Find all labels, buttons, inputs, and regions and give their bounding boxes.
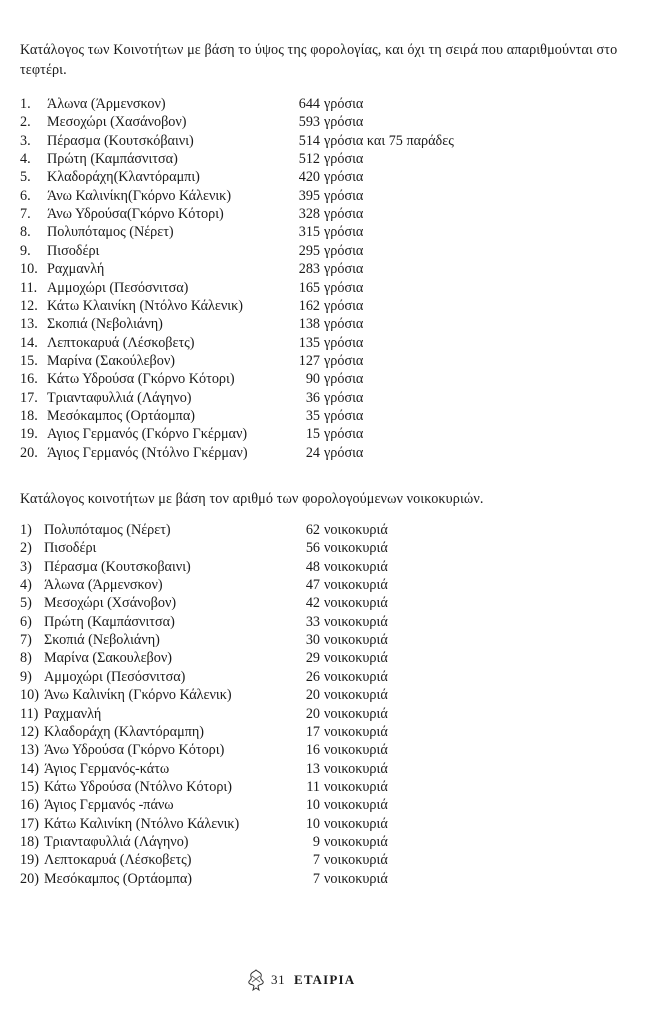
- row-number: 11.: [20, 279, 38, 296]
- row-value: [292, 297, 363, 316]
- row-number: 17.: [20, 389, 38, 406]
- row-value: [292, 389, 363, 408]
- value-unit: γρόσια: [324, 242, 364, 259]
- community-name: Τριανταφυλλιά (Λάγηνο): [44, 833, 189, 850]
- value-number: 42: [305, 595, 320, 612]
- row-value: [292, 187, 363, 206]
- row-number: 13.: [20, 316, 38, 333]
- community-name: Μεσόκαμπος (Ορτάομπα): [47, 407, 196, 424]
- value-number: 30: [305, 632, 320, 649]
- value-unit: νοικοκυριά: [324, 540, 388, 557]
- value-number: 7: [312, 852, 320, 869]
- community-name: Πολυπόταμος (Νέρετ): [44, 522, 171, 538]
- value-unit: νοικοκυριά: [324, 668, 388, 685]
- value-number: 295: [298, 242, 320, 259]
- value-unit: γρόσια: [324, 114, 364, 131]
- value-unit: νοικοκυριά: [324, 723, 388, 740]
- value-number: 162: [298, 297, 320, 314]
- value-number: 16: [305, 742, 320, 759]
- value-unit: γρόσια: [324, 96, 364, 112]
- community-name: Άνω Καλινίκη (Γκόρνο Κάλενικ): [44, 687, 232, 704]
- row-number: 20): [20, 870, 39, 887]
- value-number: 11: [306, 778, 320, 795]
- page-footer: [0, 966, 662, 996]
- row-number: 15.: [20, 352, 38, 369]
- row-number: 4.: [20, 151, 31, 168]
- value-number: 47: [305, 577, 320, 594]
- row-value: [292, 705, 388, 724]
- value-number: 24: [305, 444, 320, 461]
- row-number: 8): [20, 650, 32, 667]
- row-value: [292, 370, 363, 389]
- value-unit: γρόσια: [324, 297, 364, 314]
- community-name: Μαρίνα (Σακουλεβον): [44, 650, 172, 667]
- value-number: 514: [298, 132, 320, 149]
- row-value: [292, 279, 363, 298]
- community-name: Λεπτοκαρυά (Λέσκοβετς): [47, 334, 195, 351]
- value-number: 90: [305, 371, 320, 388]
- row-number: 16.: [20, 371, 38, 388]
- value-unit: γρόσια: [324, 389, 364, 406]
- row-number: 19.: [20, 426, 38, 443]
- community-name: Αμμοχώρι (Πεσόσνιτσα): [47, 279, 189, 296]
- row-number: 2.: [20, 114, 31, 131]
- row-value: [292, 723, 388, 742]
- value-number: 17: [305, 723, 320, 740]
- value-unit: νοικοκυριά: [324, 705, 388, 722]
- row-number: 10): [20, 687, 39, 704]
- row-value: [292, 686, 388, 705]
- value-unit: νοικοκυριά: [324, 577, 388, 594]
- value-number: 644: [298, 96, 320, 112]
- value-unit: γρόσια: [324, 279, 364, 296]
- community-name: Άλωνα (Άρμενσκον): [47, 96, 166, 112]
- value-unit: γρόσια: [324, 334, 364, 351]
- community-name: Άγιος Γερμανός -πάνω: [44, 797, 174, 814]
- value-unit: γρόσια: [324, 426, 364, 443]
- community-name: Σκοπιά (Νεβολιάνη): [44, 632, 160, 649]
- row-value: [292, 539, 388, 558]
- value-number: 395: [298, 187, 320, 204]
- value-number: 9: [312, 833, 320, 850]
- value-unit: γρόσια: [324, 316, 364, 333]
- row-value: [292, 631, 388, 650]
- value-number: 7: [312, 870, 320, 887]
- row-value: [292, 613, 388, 632]
- row-value: [292, 796, 388, 815]
- row-value: [292, 833, 388, 852]
- row-value: [292, 741, 388, 760]
- row-number: 19): [20, 852, 39, 869]
- value-unit: νοικοκυριά: [324, 797, 388, 814]
- row-number: 1.: [20, 96, 31, 112]
- row-value: [292, 870, 388, 889]
- row-number: 16): [20, 797, 39, 814]
- value-unit: γρόσια: [324, 206, 364, 223]
- row-number: 3.: [20, 132, 31, 149]
- row-value: [292, 242, 363, 261]
- row-number: 12.: [20, 297, 38, 314]
- community-name: Σκοπιά (Νεβολιάνη): [47, 316, 163, 333]
- value-number: 420: [298, 169, 320, 186]
- row-number: 5): [20, 595, 32, 612]
- value-number: 29: [305, 650, 320, 667]
- row-value: [292, 594, 388, 613]
- row-value: [292, 260, 363, 279]
- row-value: [292, 778, 388, 797]
- value-number: 127: [298, 352, 320, 369]
- row-value: [292, 113, 363, 132]
- value-unit: νοικοκυριά: [324, 760, 388, 777]
- value-number: 36: [305, 389, 320, 406]
- row-number: 14): [20, 760, 39, 777]
- community-name: Μαρίνα (Σακούλεβον): [47, 352, 175, 369]
- community-name: Άνω Υδρούσα (Γκόρνο Κότορι): [44, 742, 225, 759]
- value-unit: γρόσια: [324, 169, 364, 186]
- community-name: Τριανταφυλλιά (Λάγηνο): [47, 389, 192, 406]
- row-number: 9): [20, 668, 32, 685]
- value-number: 138: [298, 316, 320, 333]
- row-value: [292, 150, 363, 169]
- value-unit: νοικοκυριά: [324, 650, 388, 667]
- community-name: Μεσόκαμπος (Ορτάομπα): [44, 870, 193, 887]
- row-value: [292, 521, 388, 540]
- row-value: [292, 407, 363, 426]
- row-number: 5.: [20, 169, 31, 186]
- row-number: 15): [20, 778, 39, 795]
- row-value: [292, 425, 363, 444]
- value-number: 26: [305, 668, 320, 685]
- row-value: [292, 558, 388, 577]
- value-unit: νοικοκυριά: [324, 613, 388, 630]
- row-number: 9.: [20, 242, 31, 259]
- community-name: Κλαδοράχη (Κλαντόραμπη): [44, 723, 205, 740]
- value-number: 62: [305, 522, 320, 538]
- value-unit: νοικοκυριά: [324, 815, 388, 832]
- community-name: Λεπτοκαρυά (Λέσκοβετς): [44, 852, 192, 869]
- community-name: Πισοδέρι: [44, 540, 97, 557]
- community-name: Ραχμανλή: [44, 705, 102, 722]
- row-value: [292, 649, 388, 668]
- value-unit: γρόσια και 75 παράδες: [324, 132, 454, 149]
- value-unit: νοικοκυριά: [324, 595, 388, 612]
- community-name: Άγιος Γερμανός (Ντόλνο Γκέρμαν): [47, 444, 248, 461]
- value-number: 33: [305, 613, 320, 630]
- value-unit: νοικοκυριά: [324, 852, 388, 869]
- row-number: 17): [20, 815, 39, 832]
- intro-paragraph-tax: Κατάλογος των Κοινοτήτων με βάση το ύψος της φορολογίας, και όχι τη σειρά που απαριθμούνται στο τεφτέρι.: [20, 42, 618, 78]
- value-unit: νοικοκυριά: [324, 522, 388, 538]
- community-name: Άγιος Γερμανός-κάτω: [44, 760, 170, 777]
- community-name: Κάτω Υδρούσα (Γκόρνο Κότορι): [47, 371, 235, 388]
- value-unit: γρόσια: [324, 151, 364, 168]
- community-name: Αμμοχώρι (Πεσόσνιτσα): [44, 668, 186, 685]
- row-number: 18): [20, 833, 39, 850]
- row-number: 2): [20, 540, 32, 557]
- community-name: Άνω Καλινίκη(Γκόρνο Κάλενικ): [47, 187, 232, 204]
- community-name: Κλαδοράχη(Κλαντόραμπι): [47, 169, 200, 186]
- value-unit: νοικοκυριά: [324, 558, 388, 575]
- row-value: [292, 851, 388, 870]
- value-number: 165: [298, 279, 320, 296]
- value-unit: γρόσια: [324, 444, 364, 461]
- row-number: 1): [20, 522, 32, 538]
- community-name: Πρώτη (Καμπάσνιτσα): [44, 613, 175, 630]
- heraldic-emblem-icon: [246, 968, 266, 992]
- value-number: 512: [298, 151, 320, 168]
- row-value: [292, 205, 363, 224]
- row-number: 18.: [20, 407, 38, 424]
- value-unit: γρόσια: [324, 407, 364, 424]
- value-unit: νοικοκυριά: [324, 742, 388, 759]
- value-number: 48: [305, 558, 320, 575]
- community-name: Αγιος Γερμανός (Γκόρνο Γκέρμαν): [47, 426, 248, 443]
- community-name: Κάτω Κλαινίκη (Ντόλνο Κάλενικ): [47, 297, 243, 314]
- row-number: 14.: [20, 334, 38, 351]
- row-value: [292, 576, 388, 595]
- community-name: Πέρασμα (Κουτσκοβαινι): [44, 558, 191, 575]
- community-name: Πέρασμα (Κουτσκόβαινι): [47, 132, 194, 149]
- row-value: [292, 444, 363, 463]
- row-number: 12): [20, 723, 39, 740]
- value-number: 20: [305, 687, 320, 704]
- value-unit: νοικοκυριά: [324, 870, 388, 887]
- row-value: [292, 223, 363, 242]
- community-name: Ραχμανλή: [47, 261, 105, 278]
- row-value: [292, 352, 363, 371]
- value-number: 283: [298, 261, 320, 278]
- community-name: Πισοδέρι: [47, 242, 100, 259]
- value-number: 593: [298, 114, 320, 131]
- row-value: [292, 168, 363, 187]
- community-name: Μεσοχώρι (Χασάνοβον): [47, 114, 187, 131]
- row-value: [292, 95, 363, 114]
- row-value: [292, 760, 388, 779]
- value-number: 35: [305, 407, 320, 424]
- community-name: Κάτω Καλινίκη (Ντόλνο Κάλενικ): [44, 815, 240, 832]
- row-number: 20.: [20, 444, 38, 461]
- row-number: 10.: [20, 261, 38, 278]
- community-name: Μεσοχώρι (Χσάνοβον): [44, 595, 177, 612]
- value-number: 15: [305, 426, 320, 443]
- value-number: 13: [305, 760, 320, 777]
- row-value: [292, 668, 388, 687]
- community-name: Πολυπόταμος (Νέρετ): [47, 224, 174, 241]
- row-number: 7.: [20, 206, 31, 223]
- value-unit: νοικοκυριά: [324, 687, 388, 704]
- row-number: 4): [20, 577, 32, 594]
- row-number: 8.: [20, 224, 31, 241]
- community-name: Κάτω Υδρούσα (Ντόλνο Κότορι): [44, 778, 232, 795]
- value-unit: γρόσια: [324, 187, 364, 204]
- value-number: 10: [305, 797, 320, 814]
- community-name: Άνω Υδρούσα(Γκόρνο Κότορι): [47, 206, 224, 223]
- row-number: 6.: [20, 187, 31, 204]
- row-value: [292, 334, 363, 353]
- community-name: Άλωνα (Άρμενσκον): [44, 577, 163, 594]
- community-name: Πρώτη (Καμπάσνιτσα): [47, 151, 178, 168]
- page-number: 31: [271, 972, 286, 987]
- row-number: 13): [20, 742, 39, 759]
- value-unit: γρόσια: [324, 352, 364, 369]
- row-value: [292, 315, 363, 334]
- value-unit: γρόσια: [324, 261, 364, 278]
- value-unit: γρόσια: [324, 371, 364, 388]
- row-number: 11): [20, 705, 39, 722]
- value-unit: γρόσια: [324, 224, 364, 241]
- row-number: 6): [20, 613, 32, 630]
- row-number: 7): [20, 632, 32, 649]
- row-value: [292, 815, 388, 834]
- value-number: 20: [305, 705, 320, 722]
- intro-paragraph-households: Κατάλογος κοινοτήτων με βάση τον αριθμό των φορολογούμενων νοικοκυριών.: [20, 491, 484, 507]
- value-number: 328: [298, 206, 320, 223]
- value-number: 56: [305, 540, 320, 557]
- value-number: 10: [305, 815, 320, 832]
- row-value: [292, 132, 454, 151]
- row-number: 3): [20, 558, 32, 575]
- value-number: 315: [298, 224, 320, 241]
- value-number: 135: [298, 334, 320, 351]
- value-unit: νοικοκυριά: [324, 632, 388, 649]
- value-unit: νοικοκυριά: [324, 833, 388, 850]
- value-unit: νοικοκυριά: [324, 778, 388, 795]
- footer-brand: ΕΤΑΙΡΙΑ: [294, 972, 356, 987]
